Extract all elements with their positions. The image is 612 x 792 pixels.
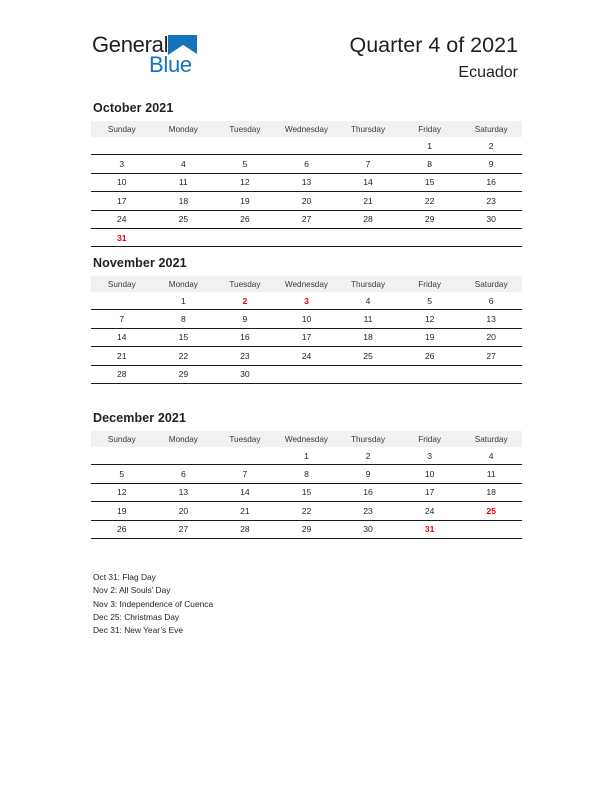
weekday-header: Wednesday: [276, 276, 338, 292]
calendar-day[interactable]: 25: [153, 210, 215, 228]
calendar-day[interactable]: 14: [91, 328, 153, 346]
calendar-day[interactable]: 17: [399, 483, 461, 501]
calendar-day-empty: [276, 365, 338, 383]
calendar-day[interactable]: 3: [91, 155, 153, 173]
weekday-header: Thursday: [337, 431, 399, 447]
calendar-day[interactable]: 21: [91, 347, 153, 365]
calendar-day[interactable]: 19: [399, 328, 461, 346]
calendar-day[interactable]: 11: [460, 465, 522, 483]
calendar-day[interactable]: 15: [276, 483, 338, 501]
calendar-day-empty: [460, 520, 522, 538]
calendar-week-row: [91, 447, 522, 465]
weekday-header: Friday: [399, 431, 461, 447]
calendar-day-holiday[interactable]: 31: [399, 520, 461, 538]
calendar-body: [91, 292, 522, 383]
calendar-week-row: [91, 483, 522, 501]
calendar-day-empty: [337, 228, 399, 246]
calendar-day[interactable]: 20: [460, 328, 522, 346]
weekday-header: Saturday: [460, 121, 522, 137]
calendar-day[interactable]: 26: [91, 520, 153, 538]
calendar-header-row: [91, 276, 522, 292]
weekday-header: Tuesday: [214, 431, 276, 447]
calendar-day[interactable]: 22: [399, 192, 461, 210]
weekday-header: Thursday: [337, 121, 399, 137]
calendar-week-row: [91, 365, 522, 383]
calendar-day[interactable]: 28: [337, 210, 399, 228]
calendar-day-empty: [337, 137, 399, 155]
calendar-day[interactable]: 23: [337, 502, 399, 520]
calendar-day[interactable]: 7: [214, 465, 276, 483]
calendar-day-empty: [153, 447, 215, 465]
calendar-day[interactable]: 19: [91, 502, 153, 520]
calendar-day[interactable]: 25: [337, 347, 399, 365]
calendar-day[interactable]: 7: [337, 155, 399, 173]
calendar-day[interactable]: 10: [276, 310, 338, 328]
calendar-week-row: [91, 502, 522, 520]
calendar-day-empty: [91, 447, 153, 465]
calendar-day[interactable]: 7: [91, 310, 153, 328]
calendar-header-row: [91, 121, 522, 137]
calendar-week-row: [91, 310, 522, 328]
calendar-day-empty: [460, 228, 522, 246]
calendar-day[interactable]: 12: [399, 310, 461, 328]
calendar-day[interactable]: 20: [276, 192, 338, 210]
calendar-day[interactable]: 5: [427, 295, 432, 306]
calendar-day-empty: [214, 228, 276, 246]
calendar-day-empty: [214, 137, 276, 155]
calendar-table: [91, 121, 522, 247]
calendar-day[interactable]: 29: [399, 210, 461, 228]
calendar-table: [91, 431, 522, 539]
calendar-day[interactable]: 5: [214, 155, 276, 173]
calendar-day[interactable]: 16: [214, 328, 276, 346]
calendar-day[interactable]: 18: [460, 483, 522, 501]
calendar-day[interactable]: 2: [488, 140, 494, 151]
legend-item: Dec 25: Christmas Day: [93, 611, 180, 622]
calendar-day[interactable]: 30: [337, 520, 399, 538]
calendar-week-row: [91, 520, 522, 538]
calendar-day[interactable]: 26: [214, 210, 276, 228]
calendar-week-row: [91, 347, 522, 365]
weekday-header: Tuesday: [214, 121, 276, 137]
month-section-december: [91, 411, 522, 539]
calendar-day[interactable]: 8: [276, 465, 338, 483]
calendar-week-row: [91, 328, 522, 346]
calendar-day[interactable]: 3: [427, 450, 432, 461]
calendar-day[interactable]: 8: [153, 310, 215, 328]
weekday-header: Friday: [399, 121, 461, 137]
month-title: November 2021: [93, 256, 187, 270]
month-section-october: [91, 101, 522, 247]
calendar-day[interactable]: 10: [91, 173, 153, 191]
calendar-day[interactable]: 16: [460, 173, 522, 191]
calendar-day[interactable]: 4: [488, 450, 494, 461]
calendar-day[interactable]: 29: [153, 365, 215, 383]
weekday-header: Monday: [153, 276, 215, 292]
country-subtitle: Ecuador: [458, 64, 518, 81]
weekday-header: Wednesday: [276, 121, 338, 137]
calendar-day[interactable]: 11: [153, 173, 215, 191]
weekday-header: Monday: [153, 431, 215, 447]
calendar-day[interactable]: 9: [214, 310, 276, 328]
calendar-header-row: [91, 431, 522, 447]
calendar-week-row: [91, 292, 522, 310]
calendar-day[interactable]: 9: [460, 155, 522, 173]
calendar-day[interactable]: 20: [153, 502, 215, 520]
calendar-day-holiday[interactable]: 31: [91, 228, 153, 246]
holiday-legend: [93, 571, 493, 637]
calendar-day[interactable]: 30: [214, 365, 276, 383]
weekday-header: Thursday: [337, 276, 399, 292]
calendar-week-row: [91, 155, 522, 173]
calendar-day[interactable]: 13: [460, 310, 522, 328]
calendar-week-row: [91, 137, 522, 155]
calendar-day[interactable]: 6: [276, 155, 338, 173]
legend-item: Dec 31: New Year’s Eve: [93, 625, 184, 636]
calendar-day[interactable]: 10: [399, 465, 461, 483]
calendar-day-empty: [91, 292, 153, 310]
calendar-day[interactable]: 1: [180, 295, 186, 306]
calendar-day[interactable]: 16: [337, 483, 399, 501]
weekday-header: Saturday: [460, 431, 522, 447]
calendar-day[interactable]: 4: [365, 295, 371, 306]
calendar-day[interactable]: 28: [214, 520, 276, 538]
calendar-day[interactable]: 1: [304, 450, 309, 461]
calendar-week-row: [91, 173, 522, 191]
calendar-day[interactable]: 29: [276, 520, 338, 538]
weekday-header: Monday: [153, 121, 215, 137]
calendar-day-empty: [276, 137, 338, 155]
calendar-day[interactable]: 13: [153, 483, 215, 501]
calendar-week-row: [91, 192, 522, 210]
calendar-day[interactable]: 17: [91, 192, 153, 210]
calendar-day[interactable]: 12: [214, 173, 276, 191]
calendar-day[interactable]: 14: [337, 173, 399, 191]
calendar-day-empty: [153, 137, 215, 155]
calendar-day[interactable]: 8: [399, 155, 461, 173]
calendar-day[interactable]: 22: [276, 502, 338, 520]
calendar-table: [91, 276, 522, 384]
calendar-day[interactable]: 26: [399, 347, 461, 365]
calendar-day[interactable]: 27: [153, 520, 215, 538]
calendar-body: [91, 137, 522, 247]
calendar-day-holiday[interactable]: 3: [304, 295, 309, 306]
page-title: Quarter 4 of 2021: [349, 33, 518, 57]
calendar-day[interactable]: 24: [276, 347, 338, 365]
calendar-day[interactable]: 24: [399, 502, 461, 520]
calendar-day[interactable]: 23: [460, 192, 522, 210]
calendar-day[interactable]: 27: [460, 347, 522, 365]
calendar-day[interactable]: 9: [337, 465, 399, 483]
calendar-day-holiday[interactable]: 2: [242, 295, 248, 306]
calendar-day-empty: [460, 365, 522, 383]
calendar-day[interactable]: 18: [153, 192, 215, 210]
logo-text-blue: Blue: [149, 52, 192, 77]
calendar-day-empty: [214, 447, 276, 465]
calendar-day-empty: [276, 228, 338, 246]
calendar-day-empty: [153, 228, 215, 246]
logo-text-general: General: [92, 32, 169, 57]
calendar-day[interactable]: 2: [365, 450, 371, 461]
calendar-day[interactable]: 15: [399, 173, 461, 191]
calendar-day[interactable]: 1: [427, 140, 432, 151]
calendar-day-empty: [337, 365, 399, 383]
month-title: December 2021: [93, 411, 187, 425]
calendar-day[interactable]: 11: [337, 310, 399, 328]
calendar-week-row: [91, 228, 522, 246]
calendar-day[interactable]: 6: [153, 465, 215, 483]
calendar-day-empty: [91, 137, 153, 155]
calendar-day[interactable]: 6: [488, 295, 494, 306]
calendar-day-empty: [399, 365, 461, 383]
legend-item: Nov 3: Independence of Cuenca: [93, 598, 214, 609]
legend-item: Oct 31: Flag Day: [93, 572, 156, 582]
calendar-day[interactable]: 21: [337, 192, 399, 210]
calendar-day[interactable]: 18: [337, 328, 399, 346]
calendar-day[interactable]: 24: [91, 210, 153, 228]
general-blue-logo[interactable]: [92, 33, 198, 76]
weekday-header: Wednesday: [276, 431, 338, 447]
legend-item: Nov 2: All Souls’ Day: [93, 585, 171, 596]
calendar-day[interactable]: 13: [276, 173, 338, 191]
calendar-day[interactable]: 22: [153, 347, 215, 365]
calendar-day[interactable]: 23: [214, 347, 276, 365]
calendar-day[interactable]: 28: [91, 365, 153, 383]
calendar-day[interactable]: 12: [91, 483, 153, 501]
calendar-day[interactable]: 14: [214, 483, 276, 501]
calendar-day[interactable]: 17: [276, 328, 338, 346]
calendar-day[interactable]: 19: [214, 192, 276, 210]
calendar-day[interactable]: 5: [91, 465, 153, 483]
calendar-day[interactable]: 21: [214, 502, 276, 520]
weekday-header: Tuesday: [214, 276, 276, 292]
weekday-header: Sunday: [91, 276, 153, 292]
calendar-week-row: [91, 210, 522, 228]
calendar-body: [91, 447, 522, 538]
calendar-day-holiday[interactable]: 25: [460, 502, 522, 520]
page-header: [0, 0, 612, 95]
calendar-day[interactable]: 15: [153, 328, 215, 346]
calendar-week-row: [91, 465, 522, 483]
calendar-day[interactable]: 27: [276, 210, 338, 228]
weekday-header: Friday: [399, 276, 461, 292]
title-block: [349, 32, 518, 84]
calendar-day[interactable]: 30: [460, 210, 522, 228]
calendar-day-empty: [399, 228, 461, 246]
weekday-header: Sunday: [91, 121, 153, 137]
weekday-header: Saturday: [460, 276, 522, 292]
weekday-header: Sunday: [91, 431, 153, 447]
month-section-november: [91, 256, 522, 384]
month-title: October 2021: [93, 101, 174, 115]
calendar-day[interactable]: 4: [153, 155, 215, 173]
